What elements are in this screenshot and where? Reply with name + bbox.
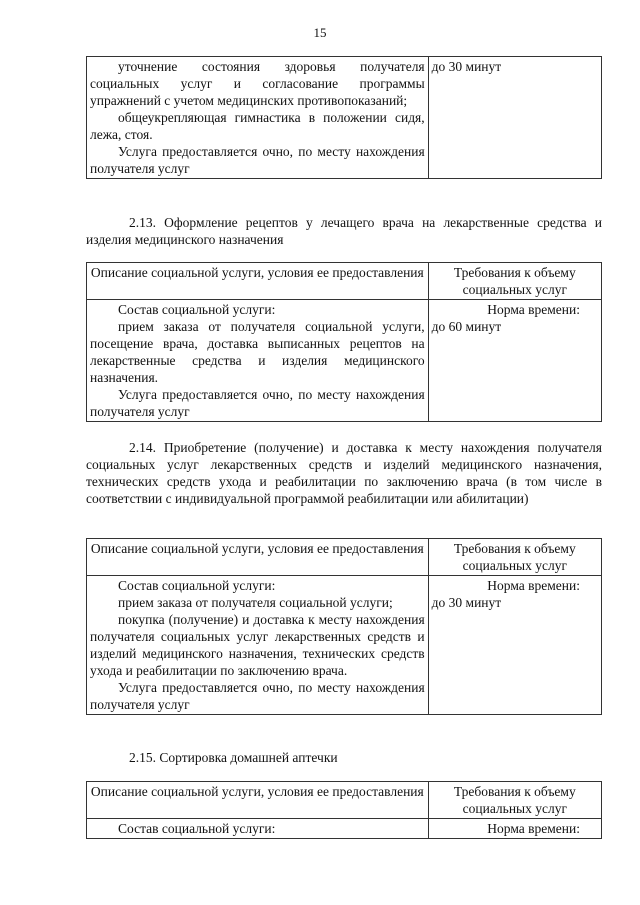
section-heading-2-13: 2.13. Оформление рецептов у лечащего врача на лекарственные средства и изделия медицинского назначения (86, 215, 602, 247)
page-number: 15 (313, 25, 327, 40)
table-text: прием заказа от получателя социальной услуги; (118, 595, 393, 610)
composition-label: Состав социальной услуги: (118, 821, 276, 836)
section-heading-2-14: 2.14. Приобретение (получение) и доставка к месту нахождения получателя социальных услуг лекарственных средств и изделий медицинского назначения, технических средств ухода и реабилитации по заключению врача (в том числе в соответствии с индивидуальной программой реабилитации или абилитации) (86, 440, 602, 506)
table-cell-norm (428, 57, 601, 179)
norm-label: Норма времени: (487, 302, 580, 317)
table-header-description: Описание социальной услуги, условия ее предоставления (87, 263, 429, 300)
norm-value: до 60 минут (431, 319, 502, 334)
table-2-14 (86, 538, 602, 715)
composition-label: Состав социальной услуги: (118, 302, 276, 317)
table-header-description: Описание социальной услуги, условия ее предоставления (87, 782, 429, 819)
table-cell-norm (428, 300, 601, 422)
table-header-requirements: Требования к объему социальных услуг (428, 263, 601, 300)
table-text: прием заказа от получателя социальной услуги, посещение врача, доставка выписанных рецептов на лекарственные средства и изделия медицинского назначения. (90, 319, 425, 385)
table-text: покупка (получение) и доставка к месту нахождения получателя социальных услуг лекарственных средств и изделий медицинского назначения, технических средств ухода и реабилитации по заключению врача. (90, 612, 425, 678)
composition-label: Состав социальной услуги: (118, 578, 276, 593)
table-cell-norm (428, 819, 601, 839)
table-text: Услуга предоставляется очно, по месту нахождения получателя услуг (90, 144, 425, 176)
table-2-13 (86, 262, 602, 422)
table-2-15 (86, 781, 602, 839)
norm-value: до 30 минут (431, 595, 502, 610)
norm-label: Норма времени: (487, 821, 580, 836)
table-text: общеукрепляющая гимнастика в положении сидя, лежа, стоя. (90, 110, 425, 142)
table-text: уточнение состояния здоровья получателя социальных услуг и согласование программы упражнений с учетом медицинских противопоказаний; (90, 59, 425, 108)
table-header-requirements: Требования к объему социальных услуг (428, 782, 601, 819)
table-cell-description (87, 576, 429, 715)
table-text: Услуга предоставляется очно, по месту нахождения получателя услуг (90, 387, 425, 419)
norm-label: Норма времени: (487, 578, 580, 593)
table-cell-norm (428, 576, 601, 715)
table-cell-description (87, 819, 429, 839)
table-cell-description (87, 57, 429, 179)
table-text: Услуга предоставляется очно, по месту нахождения получателя услуг (90, 680, 425, 712)
norm-value: до 30 минут (431, 59, 502, 74)
table-header-requirements: Требования к объему социальных услуг (428, 539, 601, 576)
table-header-description: Описание социальной услуги, условия ее предоставления (87, 539, 429, 576)
table-continuation (86, 56, 602, 179)
section-heading-2-15: 2.15. Сортировка домашней аптечки (129, 750, 338, 765)
table-cell-description (87, 300, 429, 422)
